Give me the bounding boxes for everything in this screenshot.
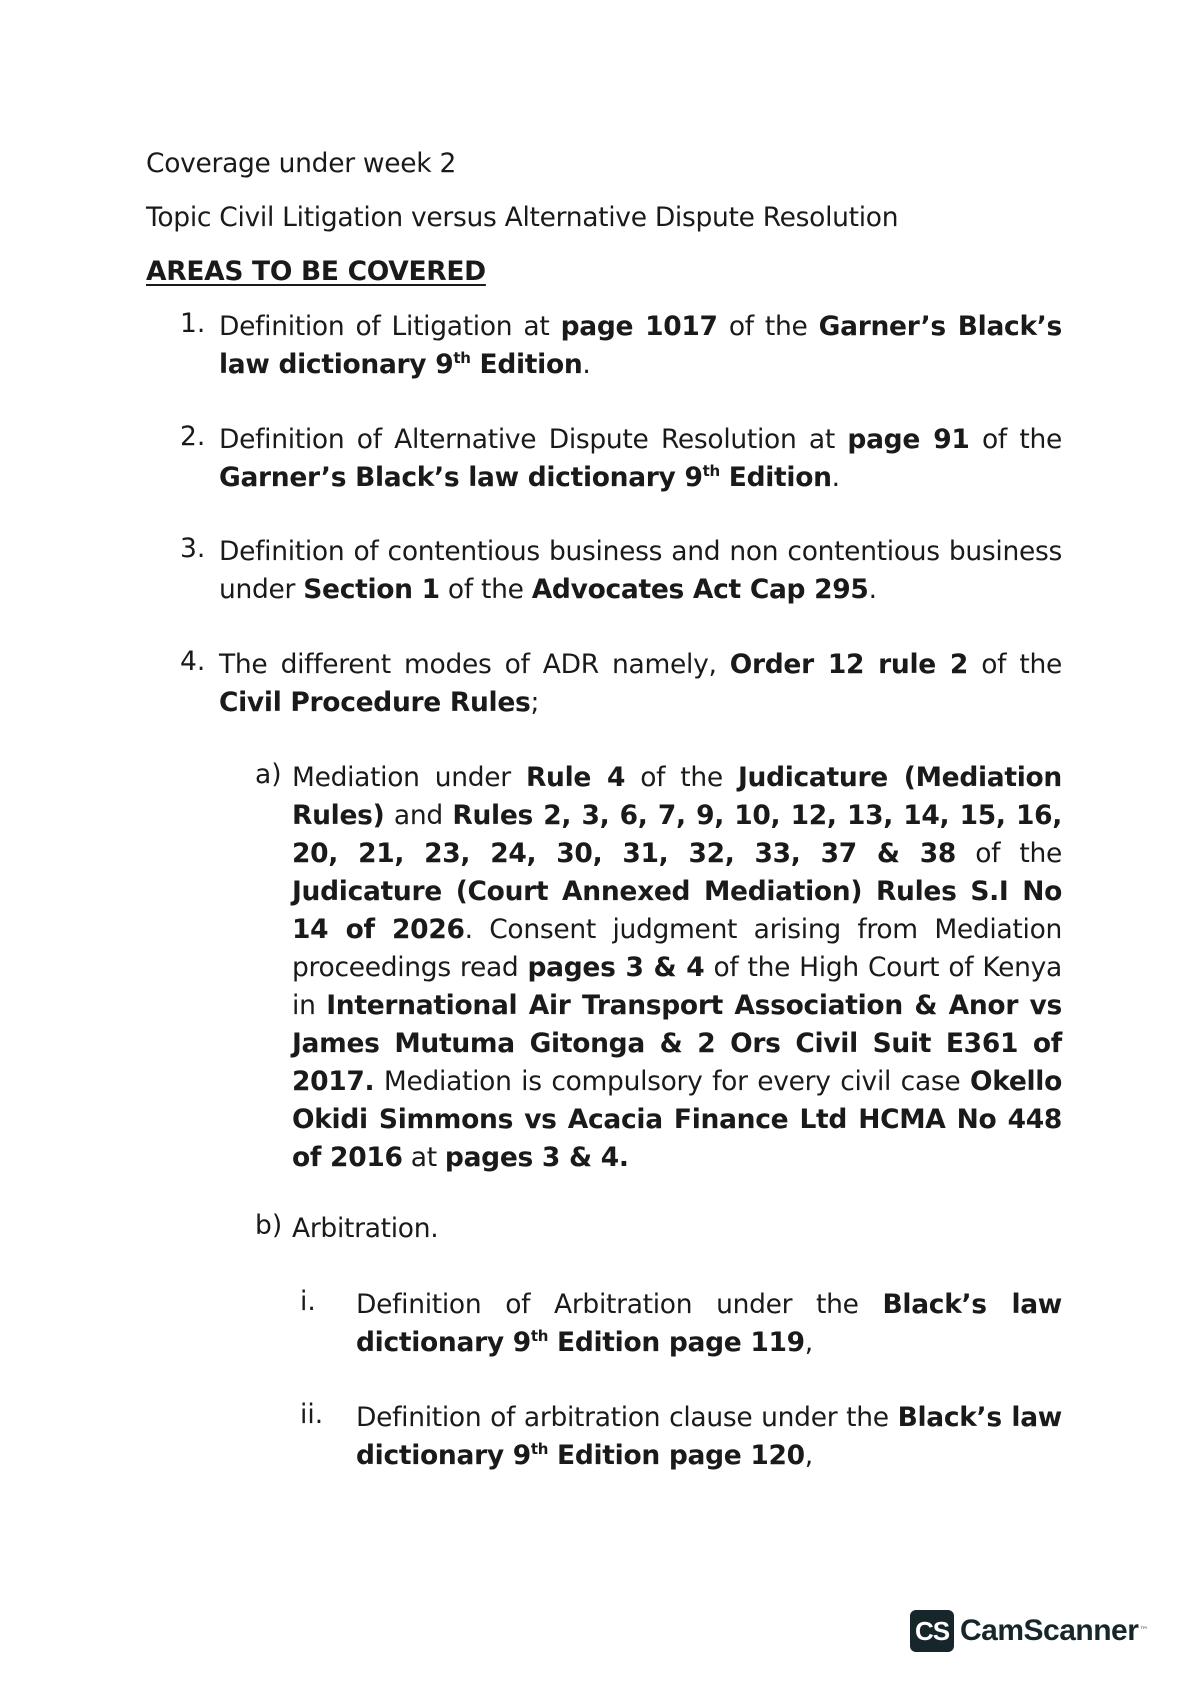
superscript: th (530, 1327, 549, 1346)
item-bold: Garner’s Black’s law dictionary 9 (219, 462, 703, 493)
list-item (219, 308, 1062, 384)
item-text: of the (439, 574, 532, 605)
item-bold: Advocates Act Cap 295 (531, 574, 869, 605)
item-text: . (582, 349, 591, 380)
sublist-letter: b) (255, 1210, 283, 1241)
roman-numeral: i. (300, 1286, 316, 1317)
roman-item (356, 1286, 1062, 1362)
item-text: of the High Court of Kenya in (292, 952, 1062, 1021)
item-text: . Consent judgment arising from Mediation proceedings read (292, 914, 1062, 983)
item-text: of the (968, 649, 1062, 680)
camscanner-logo-icon: CS (910, 1610, 954, 1652)
item-text: Mediation under (292, 762, 526, 793)
topic-line: Topic Civil Litigation versus Alternative Dispute Resolution (146, 202, 899, 233)
list-item (219, 646, 1062, 722)
item-text: of the (717, 311, 819, 342)
item-text: The different modes of ADR namely, (219, 649, 730, 680)
list-number: 1. (180, 308, 206, 339)
item-bold: Edition page 119 (548, 1327, 805, 1358)
item-text: and (384, 800, 453, 831)
item-text: , (804, 1327, 813, 1358)
trademark-mark: ™ (1139, 1626, 1149, 1636)
item-text: Definition of contentious business and non contentious business under (219, 536, 1062, 605)
item-text: of the (956, 838, 1063, 869)
item-bold: pages 3 & 4. (444, 1142, 629, 1173)
superscript: th (530, 1440, 549, 1459)
sublist-item-mediation (292, 759, 1062, 1177)
item-text: ; (530, 687, 540, 718)
item-text: Mediation is compulsory for every civil case (374, 1066, 970, 1097)
item-text: Definition of Arbitration under the (356, 1289, 883, 1320)
item-bold: Judicature (Mediation Rules) (292, 762, 1062, 831)
camscanner-wordmark: CamScanner (960, 1614, 1139, 1647)
list-number: 3. (180, 533, 206, 564)
item-text: of the (625, 762, 738, 793)
item-bold: Edition page 120 (548, 1440, 805, 1471)
item-bold: Garner’s Black’s law dictionary 9 (219, 311, 1063, 380)
section-heading: AREAS TO BE COVERED (146, 256, 486, 287)
coverage-line: Coverage under week 2 (146, 148, 457, 179)
superscript: th (702, 462, 720, 481)
item-text: at (402, 1142, 445, 1173)
sublist-letter: a) (255, 759, 282, 790)
list-item (219, 421, 1062, 497)
item-bold: page 1017 (560, 311, 718, 342)
item-text: . (831, 462, 840, 493)
list-item (219, 533, 1062, 609)
item-bold: pages 3 & 4 (527, 952, 705, 983)
list-number: 2. (180, 421, 206, 452)
item-text: Definition of Litigation at (219, 311, 561, 342)
superscript: th (453, 349, 471, 368)
item-text: of the (969, 424, 1062, 455)
item-bold: Judicature (Court Annexed Mediation) Rules S.I No 14 of 2026 (292, 876, 1062, 945)
item-bold: Rules 2, 3, 6, 7, 9, 10, 12, 13, 14, 15, 16, 20, 21, 23, 24, 30, 31, 32, 33, 37 & 38 (292, 800, 1063, 869)
list-number: 4. (180, 646, 206, 677)
item-bold: International Air Transport Association & Anor vs James Mutuma Gitonga & 2 Ors Civil Suit E361 of 2017. (292, 990, 1062, 1097)
item-text: Definition of arbitration clause under the (356, 1402, 898, 1433)
camscanner-watermark (910, 1610, 1148, 1652)
item-bold: Rule 4 (525, 762, 626, 793)
item-bold: Civil Procedure Rules (219, 687, 531, 718)
item-bold: Okello Okidi Simmons vs Acacia Finance Ltd HCMA No 448 of 2016 (292, 1066, 1062, 1173)
item-bold: Black’s law dictionary 9 (356, 1289, 1062, 1358)
item-text: Definition of Alternative Dispute Resolution at (219, 424, 848, 455)
item-text: , (804, 1440, 813, 1471)
item-bold: page 91 (847, 424, 970, 455)
item-bold: Black’s law dictionary 9 (356, 1402, 1062, 1471)
item-bold: Section 1 (303, 574, 440, 605)
roman-item (356, 1399, 1062, 1475)
item-bold: Edition (719, 462, 832, 493)
sublist-item-arbitration: Arbitration. (292, 1213, 439, 1244)
item-text: . (868, 574, 877, 605)
item-bold: Order 12 rule 2 (729, 649, 969, 680)
item-bold: Edition (470, 349, 583, 380)
roman-numeral: ii. (300, 1399, 324, 1430)
